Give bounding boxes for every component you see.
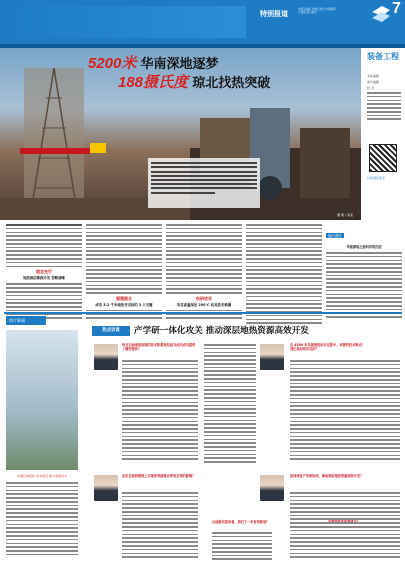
section-tag-sub: 中国石油报 中国石化报 中国海洋石油报 联合推出 bbox=[298, 8, 336, 15]
heading-concept: 理念先行 bbox=[36, 269, 52, 275]
sidebar-meta-art: 美术编辑 bbox=[367, 80, 380, 84]
body-column-4 bbox=[246, 224, 322, 326]
headline-depth: 5200米 bbox=[88, 55, 137, 72]
sidebar-meta bbox=[367, 74, 401, 122]
interviewee-photo-2 bbox=[260, 344, 284, 370]
newspaper-logo-icon bbox=[370, 4, 392, 26]
heading-alliance-sub: 成功 5.2 千米地热井完钻的 3 大关键 bbox=[95, 302, 153, 307]
teaser-label: 编后漫谈 bbox=[328, 234, 342, 238]
interviewee-photo-3 bbox=[94, 475, 118, 501]
interviewee-photo-4 bbox=[260, 475, 284, 501]
section-tag: 特别报道 bbox=[260, 10, 288, 18]
hero-marker bbox=[90, 143, 106, 153]
heading-research-sub: 攻克高温深层 200℃ 机具技术难题 bbox=[176, 302, 232, 307]
sidebar-meta-editor: 本版编辑 bbox=[367, 74, 380, 78]
bottom-column-2 bbox=[204, 344, 256, 465]
photo-credit: 摄 图 / 某某 bbox=[337, 213, 353, 217]
sidebar-title: 装备工程 bbox=[367, 52, 399, 61]
sidebar-qr-label: 扫码阅读更多 bbox=[367, 176, 386, 180]
photo-news-label: 图片新闻 bbox=[6, 316, 46, 325]
bottom-column-4 bbox=[122, 492, 198, 560]
hero-image bbox=[0, 48, 361, 220]
interview-question-3: 此次在地热勘探上实现的突破将会带来怎样的影响？ bbox=[122, 474, 196, 478]
sidebar-meta-proof: 校 对 bbox=[367, 86, 374, 90]
heading-alliance: 强强联合 bbox=[116, 295, 132, 301]
body-column-1 bbox=[6, 224, 82, 321]
forum-title: 产学研一体化攻关 推动深层地热资源高效开发 bbox=[134, 326, 309, 336]
headline-line1 bbox=[88, 52, 219, 73]
teaser-title: 华南深地之旅科学的沉淀 bbox=[346, 245, 382, 249]
bottom-column-1 bbox=[122, 360, 198, 462]
masthead bbox=[0, 0, 405, 44]
bottom-column-3 bbox=[290, 360, 400, 462]
interviewee-photo-1 bbox=[94, 344, 118, 370]
scene-photo bbox=[6, 330, 78, 470]
headline-depth-text: 华南深地逐梦 bbox=[140, 56, 219, 71]
page-number: 7 bbox=[392, 0, 401, 17]
editorial-teaser bbox=[326, 222, 402, 312]
section-divider bbox=[4, 312, 402, 314]
interview-question-4: 如何深化产学研协同，推动深层地热资源高效开发？ bbox=[290, 474, 364, 478]
interview-question-1: 华北石油地热钻探的技术积累和经验为此次成功提供了哪些帮助？ bbox=[122, 343, 196, 351]
headline-temperature-text: 琼北找热突破 bbox=[192, 75, 271, 90]
headline-line2 bbox=[118, 71, 270, 92]
masthead-banner bbox=[6, 6, 246, 38]
headline-temperature: 188摄氏度 bbox=[118, 74, 189, 91]
bottom-column-6 bbox=[290, 492, 400, 560]
body-column-2 bbox=[86, 224, 162, 321]
scene-caption: 中国石油报社 学术前沿 助力高效攻关 bbox=[17, 474, 67, 478]
heading-concept-sub: 地热深层勘探开发 思路清晰 bbox=[23, 276, 65, 281]
bottom-column-5 bbox=[212, 532, 272, 562]
bottom-left-strip bbox=[6, 328, 78, 568]
heading-research: 科研攻关 bbox=[196, 295, 212, 301]
forum-tag: 热点访谈 bbox=[92, 326, 130, 336]
interview-question-5: 从创新实践来看，我们下一步有何规划？ bbox=[212, 520, 270, 524]
hero-caption-box bbox=[148, 158, 260, 208]
interview-question-2: 在 4500 米以深地热钻井过程中，有哪些技术难点？我们是如何攻克的？ bbox=[290, 343, 365, 351]
body-column-3 bbox=[166, 224, 242, 321]
qr-code[interactable] bbox=[369, 144, 397, 172]
